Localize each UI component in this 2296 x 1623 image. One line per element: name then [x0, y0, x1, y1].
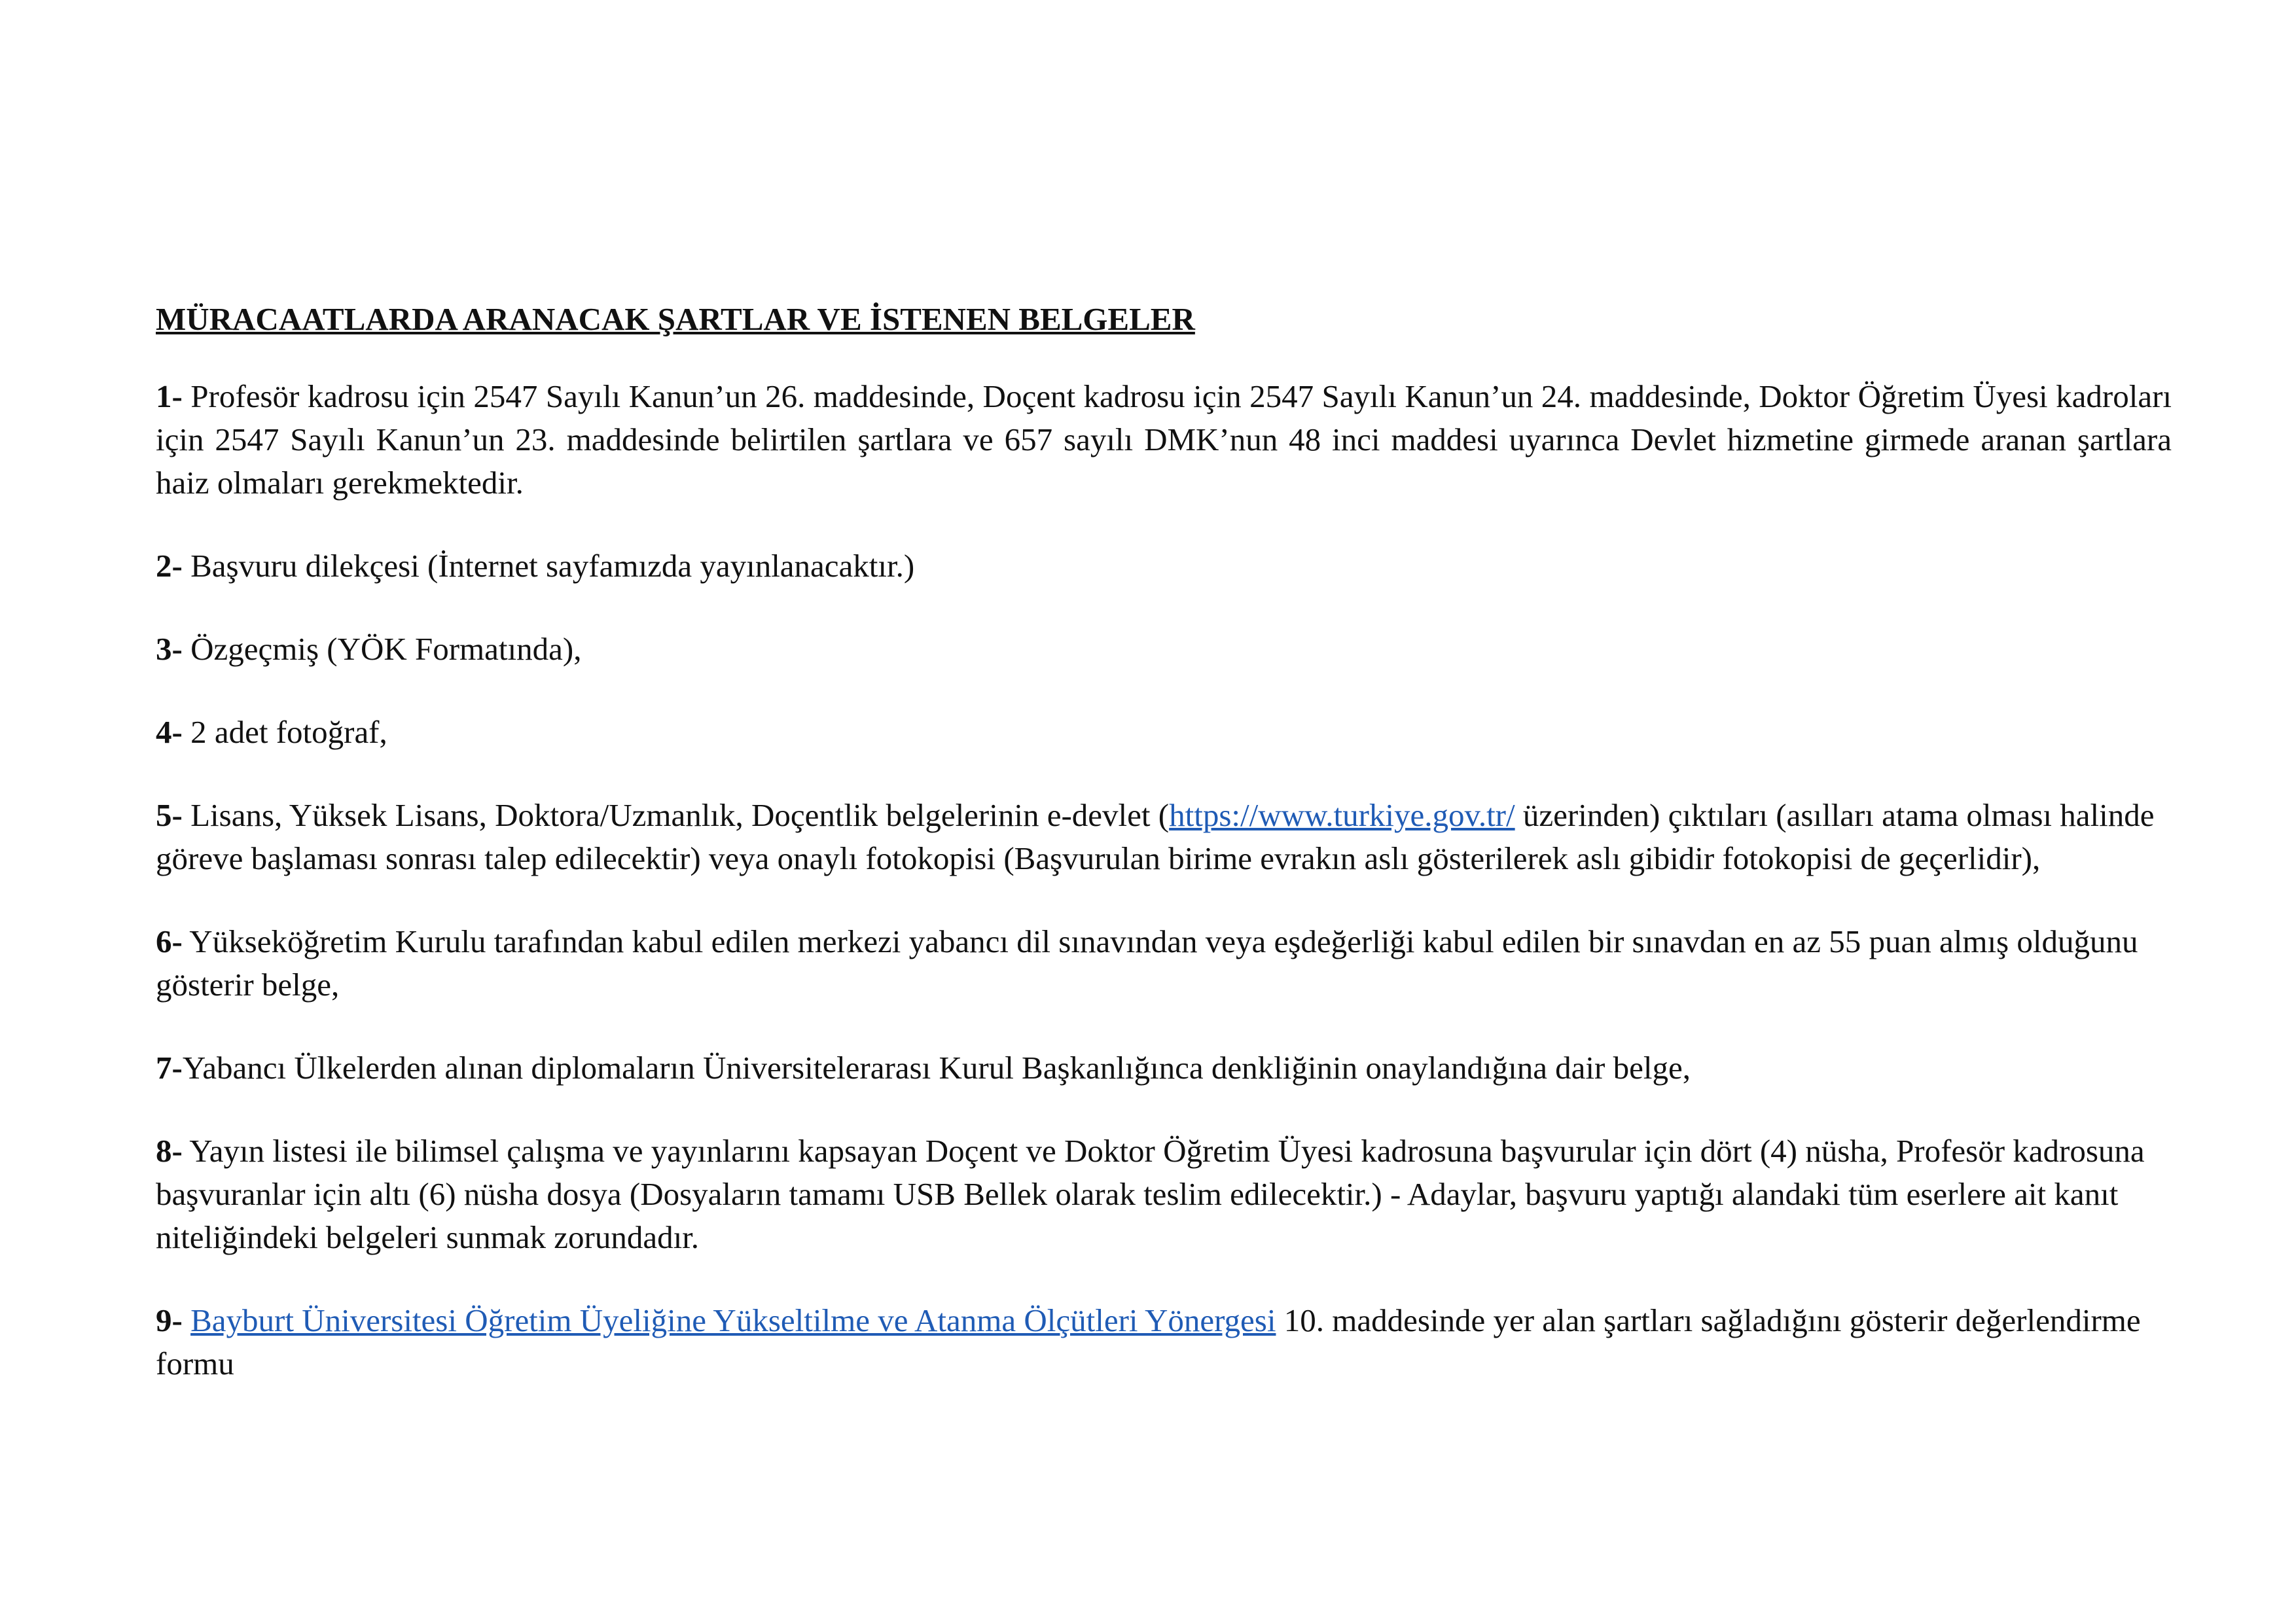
item-number: 2- [156, 548, 183, 584]
item-number: 9- [156, 1302, 183, 1338]
item-text-before-link [183, 1302, 190, 1338]
item-text: Yayın listesi ile bilimsel çalışma ve yayınlarını kapsayan Doçent ve Doktor Öğretim Üyesi kadrosuna başvurular için dört (4) nüsha, Profesör kadrosuna başvuranlar için altı (6) nüsha dosya (Dosyaların tamamı USB Bellek olarak teslim edilecektir.) - Adaylar, başvuru yaptığı alandaki tüm eserlere ait kanıt niteliğindeki belgeleri sunmak zorundadır. [156, 1133, 2145, 1255]
list-item-5 [156, 794, 2172, 880]
turkiye-gov-link[interactable]: https://www.turkiye.gov.tr/ [1169, 797, 1515, 833]
list-item-2 [156, 544, 2172, 588]
item-text: Profesör kadrosu için 2547 Sayılı Kanun’un 26. maddesinde, Doçent kadrosu için 2547 Sayılı Kanun’un 24. maddesinde, Doktor Öğretim Üyesi kadroları için 2547 Sayılı Kanun’un 23. maddesinde belirtilen şartlara ve 657 sayılı DMK’nun 48 inci maddesi uyarınca Devlet hizmetine girmede aranan şartlara haiz olmaları gerekmektedir. [156, 378, 2172, 501]
list-item-4 [156, 711, 2172, 754]
item-text: Başvuru dilekçesi (İnternet sayfamızda yayınlanacaktır.) [182, 548, 915, 584]
item-text-before-link: Lisans, Yüksek Lisans, Doktora/Uzmanlık, Doçentlik belgelerinin e-devlet ( [182, 797, 1170, 833]
item-text-after-link: üzerinden) çıktıları (asılları atama olması halinde göreve başlaması sonrası talep edilecektir) veya onaylı fotokopisi (Başvurulan birime evrakın aslı gösterilerek aslı gibidir fotokopisi de geçerlidir), [156, 797, 2155, 876]
item-text-after-link: 10. maddesinde yer alan şartları sağladığını gösterir değerlendirme formu [156, 1302, 2141, 1382]
list-item-7 [156, 1046, 2172, 1090]
item-number: 8- [156, 1133, 183, 1169]
item-number: 5- [156, 797, 183, 833]
list-item-8 [156, 1130, 2172, 1259]
item-number: 7- [156, 1050, 183, 1086]
item-text: Özgeçmiş (YÖK Formatında), [182, 631, 582, 667]
list-item-3 [156, 628, 2172, 671]
item-number: 1- [156, 378, 183, 414]
list-item-9 [156, 1299, 2172, 1385]
item-text: Yabancı Ülkelerden alınan diplomaların Üniversitelerarası Kurul Başkanlığınca denkliğinin onaylandığına dair belge, [182, 1050, 1691, 1086]
list-item-6 [156, 920, 2172, 1007]
item-text: 2 adet fotoğraf, [182, 714, 387, 750]
document-page [156, 298, 2172, 1425]
item-number: 4- [156, 714, 183, 750]
item-number: 6- [156, 923, 183, 959]
item-text: Yükseköğretim Kurulu tarafından kabul edilen merkezi yabancı dil sınavından veya eşdeğerliği kabul edilen bir sınavdan en az 55 puan almış olduğunu gösterir belge, [156, 923, 2138, 1003]
item-number: 3- [156, 631, 183, 667]
yonerge-link[interactable]: Bayburt Üniversitesi Öğretim Üyeliğine Yükseltilme ve Atanma Ölçütleri Yönergesi [190, 1302, 1276, 1338]
document-title: MÜRACAATLARDA ARANACAK ŞARTLAR VE İSTENEN BELGELER [156, 301, 1195, 337]
list-item-1 [156, 375, 2172, 505]
